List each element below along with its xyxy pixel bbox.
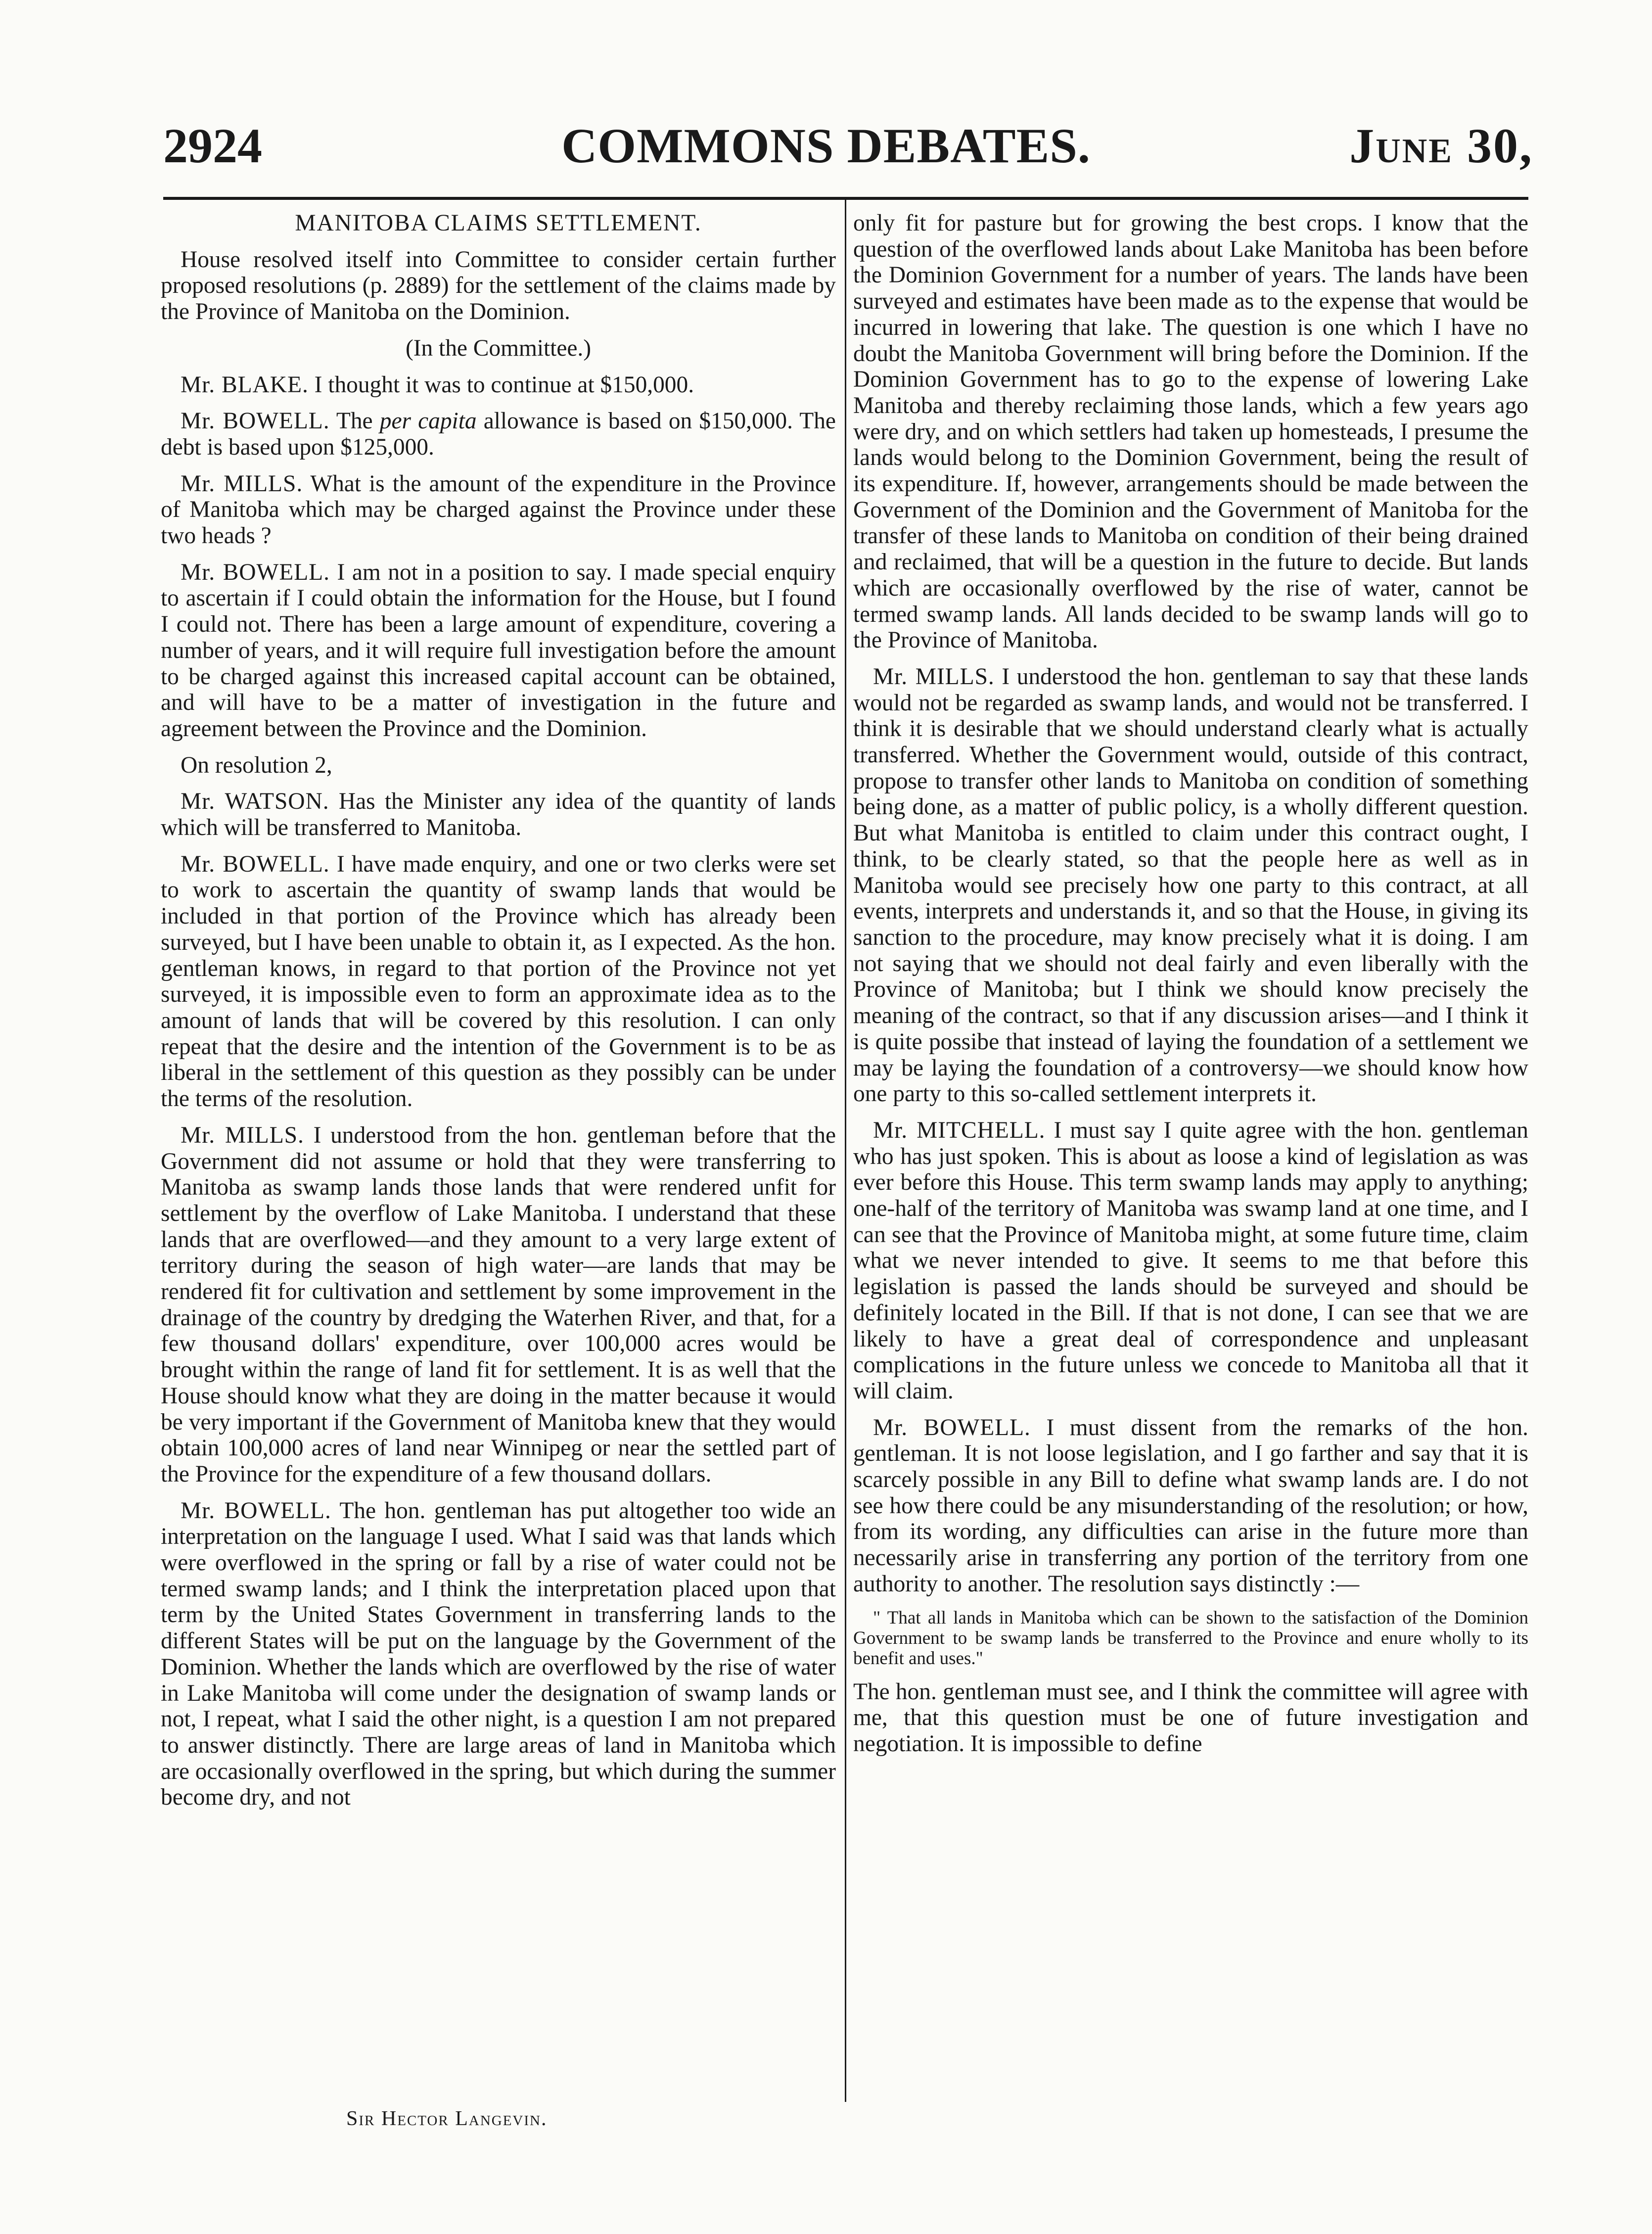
speech-text: I am not in a position to say. I made special enquiry to ascertain if I could obtain the information for the House, but I found I could not. There has been a large amount of expenditure, covering a number of years, and it will require full investigation before the amount to be charged against this increased capital account can be obtained, and will have to be a matter of investigation in the future and agreement between the Province and the Dominion. bbox=[161, 559, 836, 742]
speech-paragraph: The hon. gentleman must see, and I think the committee will agree with me, that this question must be one of future investigation and negotiation. It is impossible to define bbox=[853, 1678, 1528, 1757]
resolution-note: On resolution 2, bbox=[181, 752, 332, 778]
speech-paragraph bbox=[161, 471, 836, 549]
quoted-resolution: " That all lands in Manitoba which can be shown to the satisfaction of the Dominion Government to be swamp lands be transferred to the Province and enure wholly to its benefit and uses." bbox=[853, 1607, 1528, 1669]
speech-paragraph bbox=[161, 1122, 836, 1488]
speech-text: The hon. gentleman has put altogether too wide an interpretation on the language I used. What I said was that lands which were overflowed in the spring or fall by a rise of water could not be termed swamp lands; and I think the interpretation placed upon that term by the United States Government in transferring lands to the different States will be put on the language by the Government of the Dominion. Whether the lands which are overflowed by the rise of water in Lake Manitoba will come under the designation of swamp lands or not, I repeat, what I said the other night, is a question I am not prepared to answer distinctly. There are large areas of land in Manitoba which are occasionally overflowed in the spring, but which during the summer become dry, and not bbox=[161, 1497, 836, 1811]
speech-text: I understood the hon. gentleman to say that these lands would not be regarded as swamp lands, and would not be transferred. I think it is desirable that we should understand clearly what is actually transferred. Whether the Government would, outside of this contract, propose to transfer other lands to Manitoba on condition of something being done, as a matter of public policy, is a wholly different question. But what Manitoba is entitled to claim under this contract ought, I think, to be clearly stated, so that the people here as well as in Manitoba would see precisely how one party to this contract, at all events, interprets and understands it, and so that the House, in giving its sanction to the procedure, may know precisely what it is doing. I am not saying that we should not deal fairly and even liberally with the Province of Manitoba; but I think we should know precisely the meaning of the contract, so that if any discussion arises—and I think it is quite possibe that instead of laying the foundation of a settlement we may be laying the foundation of a controversy—we should know how one party to this so-called settlement interprets it. bbox=[853, 663, 1528, 1107]
section-title: MANITOBA CLAIMS SETTLEMENT. bbox=[295, 210, 702, 236]
speaker-name: Mr. BOWELL. bbox=[181, 408, 330, 434]
speech-text: What is the amount of the expenditure in the Province of Manitoba which may be charged against the Province under these two heads ? bbox=[161, 470, 836, 549]
speaker-name: Mr. MILLS. bbox=[181, 1122, 304, 1148]
speech-paragraph bbox=[161, 851, 836, 1112]
page-date: June 30, bbox=[1349, 118, 1533, 173]
right-column bbox=[853, 210, 1528, 1768]
speech-text: I have made enquiry, and one or two clerks were set to work to ascertain the quantity of swamp lands that would be included in that portion of the Province which has already been surveyed, but I have been unable to obtain it, as I expected. As the hon. gentleman knows, in regard to that portion of the Province not yet surveyed, it is impossible even to form an approximate idea as to the amount of lands that will be covered by this resolution. I can only repeat that the desire and the intention of the Government is to be as liberal in the settlement of this question as they possibly can be under the terms of the resolution. bbox=[161, 851, 836, 1112]
speaker-name: Mr. BOWELL. bbox=[181, 1497, 331, 1524]
continued-paragraph: only fit for pasture but for growing the best crops. I know that the question of the overflowed lands about Lake Manitoba has been before the Dominion Government for a number of years. The lands have been surveyed and estimates have been made as to the expense that would be incurred in lowering that lake. The question is one which I have no doubt the Manitoba Government will bring before the Dominion. If the Dominion Government has to go to the expense of lowering Lake Manitoba and thereby reclaiming those lands, which a few years ago were dry, and on which settlers had taken up homesteads, I presume the lands would belong to the Dominion Government, being the result of its expenditure. If, however, arrangements should be made between the Government of the Dominion and the Government of Manitoba for the transfer of these lands to Manitoba on condition of their being drained and reclaimed, that will be a question in the future to decide. But lands which are occasionally overflowed by the rise of water, cannot be termed swamp lands. All lands decided to be swamp lands will go to the Province of Manitoba. bbox=[853, 210, 1528, 653]
speech-paragraph bbox=[161, 408, 836, 460]
speaker-name: Mr. MILLS. bbox=[181, 470, 303, 497]
speaker-name: Mr. MILLS. bbox=[873, 663, 995, 690]
speaker-name: Mr. MITCHELL. bbox=[873, 1117, 1046, 1143]
speech-paragraph bbox=[161, 372, 836, 398]
speech-paragraph bbox=[161, 789, 836, 840]
speech-text: The bbox=[336, 408, 373, 434]
column-divider bbox=[845, 200, 846, 2102]
left-column bbox=[161, 210, 836, 1821]
speaker-name: Mr. BOWELL. bbox=[181, 559, 330, 585]
page-number: 2924 bbox=[163, 118, 262, 173]
speech-text: I thought it was to continue at $150,000. bbox=[314, 372, 694, 398]
speech-text: allowance is based on $150,000. The debt is based upon $125,000. bbox=[161, 408, 836, 460]
speech-paragraph bbox=[853, 1117, 1528, 1404]
speaker-name: Mr. BLAKE. bbox=[181, 372, 309, 398]
speaker-name: Mr. WATSON. bbox=[181, 789, 329, 815]
italic-term: per capita bbox=[379, 408, 477, 434]
speech-paragraph bbox=[853, 664, 1528, 1107]
speaker-name: Mr. BOWELL. bbox=[873, 1414, 1031, 1441]
speech-paragraph bbox=[161, 1498, 836, 1811]
speech-text: Has the Minister any idea of the quantity of lands which will be transferred to Manitoba. bbox=[161, 789, 836, 841]
speaker-name: Mr. BOWELL. bbox=[181, 851, 330, 877]
committee-note: (In the Committee.) bbox=[405, 335, 592, 361]
speech-paragraph bbox=[853, 1415, 1528, 1597]
running-title: COMMONS DEBATES. bbox=[561, 118, 1091, 173]
speech-text: I must dissent from the remarks of the hon. gentleman. It is not loose legislation, and I go farther and say that it is scarcely possible in any Bill to define what swamp lands are. I do not see how there could be any misunderstanding of the resolution; or how, from its wording, any difficulties can arise in the future more than necessarily arise in transferring any portion of the territory from one authority to another. The resolution says distinctly :— bbox=[853, 1414, 1529, 1597]
speech-text: I must say I quite agree with the hon. gentleman who has just spoken. This is about as loose a kind of legislation as was ever before this House. This term swamp lands may apply to anything; one-half of the territory of Manitoba was swamp land at one time, and I can see that the Province of Manitoba might, at some future time, claim what we never intended to give. It seems to me that before this legislation is passed the lands should be surveyed and should be definitely located in the Bill. If that is not done, I can see that we are likely to have a great deal of correspondence and unpleasant complications in the future unless we concede to Manitoba all that it will claim. bbox=[853, 1117, 1528, 1404]
intro-paragraph: House resolved itself into Committee to consider certain further proposed resolutions (p. 2889) for the settlement of the claims made by the Province of Manitoba on the Dominion. bbox=[161, 246, 836, 325]
catchword: Sir Hector Langevin. bbox=[346, 2107, 548, 2130]
speech-paragraph bbox=[161, 559, 836, 742]
speech-text: I understood from the hon. gentleman before that the Government did not assume or hold that they were transferring to Manitoba as swamp lands those lands that were rendered unfit for settlement by the overflow of Lake Manitoba. I understand that these lands that are overflowed—and they amount to a very large extent of territory during the season of high water—are lands that may be rendered fit for cultivation and settlement by some improvement in the drainage of the country by dredging the Waterhen River, and that, for a few thousand dollars' expenditure, over 100,000 acres would be brought within the range of land fit for settlement. It is as well that the House should know what they are doing in the matter because it would be very important if the Government of Manitoba knew that they would obtain 100,000 acres of land near Winnipeg or near the settled part of the Province for the expenditure of a few thousand dollars. bbox=[161, 1122, 836, 1487]
